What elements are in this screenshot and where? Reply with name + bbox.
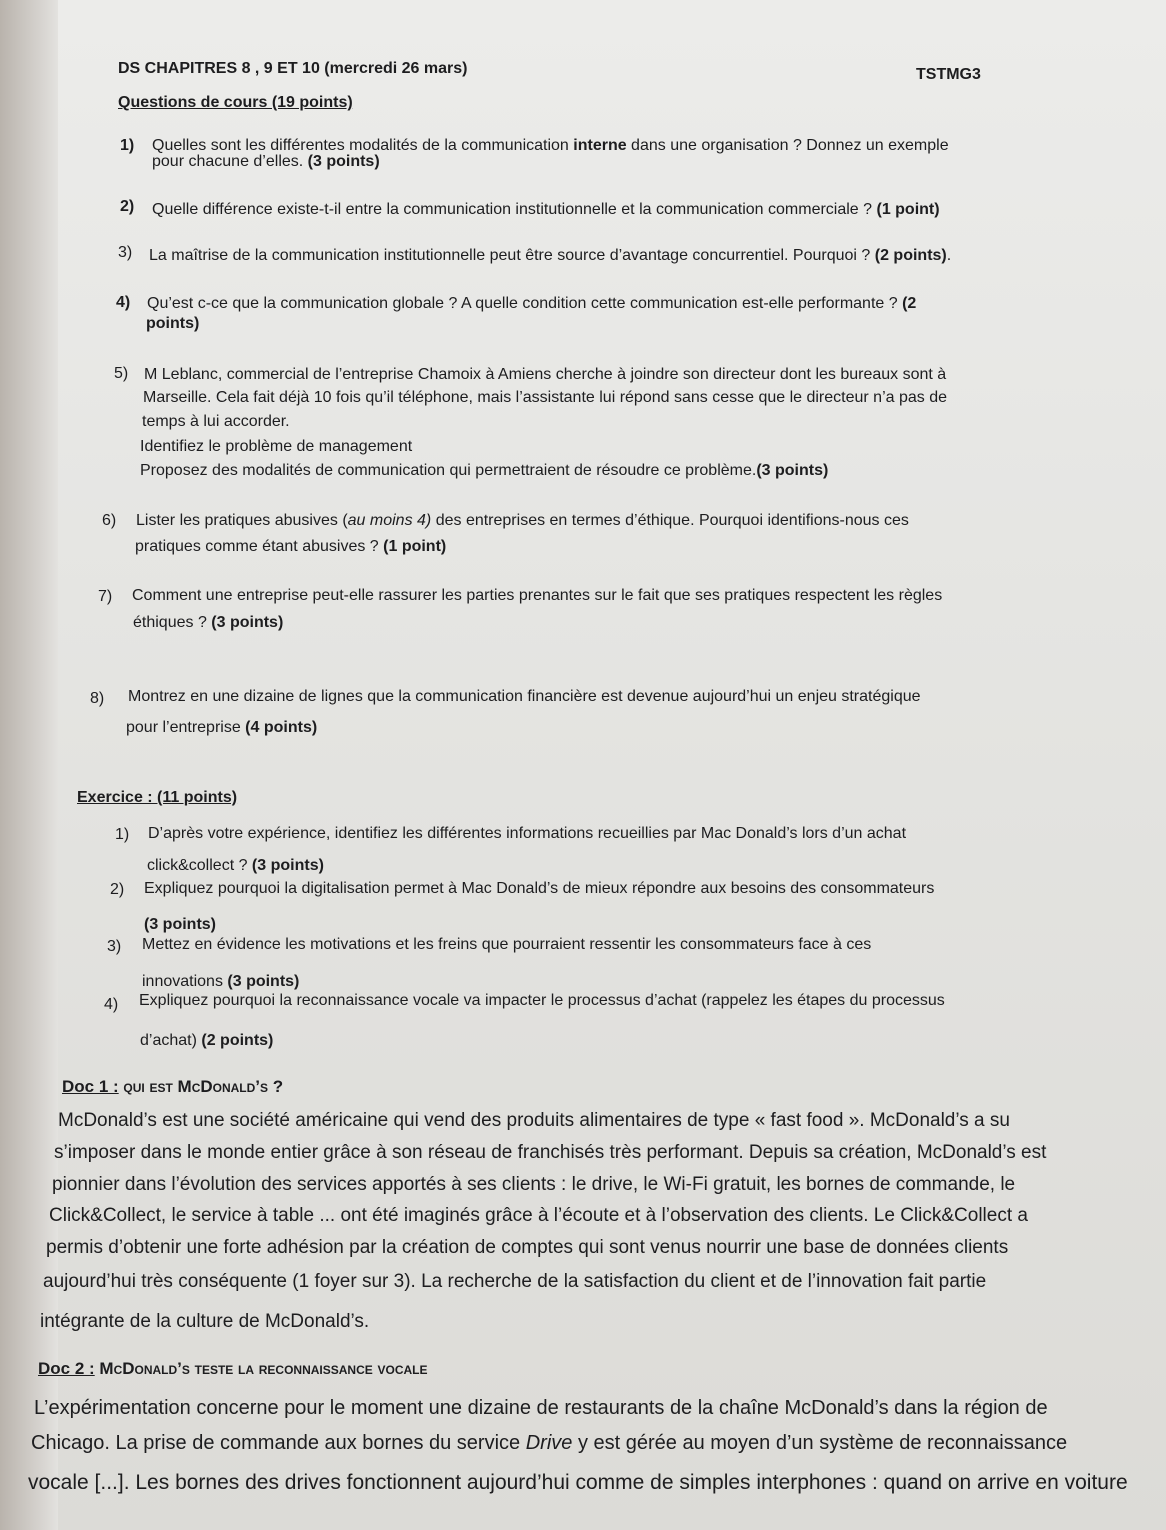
doc1-line3: pionnier dans l’évolution des services apportés à ses clients : le drive, le Wi-Fi gratuit, les bornes de commande, le xyxy=(52,1174,1016,1195)
q7-number: 7) xyxy=(98,588,113,605)
q2-text: Quelle différence existe-t-il entre la communication institutionnelle et la communication commerciale ? (1 point) xyxy=(152,201,940,218)
q5-line2: Marseille. Cela fait déjà 10 fois qu’il téléphone, mais l’assistante lui répond sans cesse que le directeur n’a pas de xyxy=(143,389,948,406)
q3-number: 3) xyxy=(118,244,133,261)
doc1-line5: permis d’obtenir une forte adhésion par la création de comptes qui sont venus nourrir une base de données clients xyxy=(46,1237,1009,1258)
doc1-line1: McDonald’s est une société américaine qui vend des produits alimentaires de type « fast food ». McDonald’s a su xyxy=(58,1110,1010,1131)
q7-line1: Comment une entreprise peut-elle rassurer les parties prenantes sur le fait que ses pratiques respectent les règles xyxy=(132,587,943,604)
doc1-heading: Doc 1 : qui est McDonald’s ? xyxy=(62,1077,284,1096)
page-edge-shadow xyxy=(0,0,58,1530)
q4-line2: points) xyxy=(146,315,200,332)
e3-line1: Mettez en évidence les motivations et les freins que pourraient ressentir les consommateurs face à ces xyxy=(142,936,872,953)
q5-line4: Identifiez le problème de management xyxy=(140,438,413,455)
e1-line2: click&collect ? (3 points) xyxy=(147,857,324,874)
doc1-line4: Click&Collect, le service à table ... ont été imaginés grâce à l’écoute et à l’observation des clients. Le Click&Collect a xyxy=(49,1205,1028,1226)
q4-line1: Qu’est c-ce que la communication globale ? A quelle condition cette communication est-elle performante ? (2 xyxy=(147,295,917,312)
doc2-line1: L’expérimentation concerne pour le moment une dizaine de restaurants de la chaîne McDonald’s dans la région de xyxy=(34,1397,1048,1419)
e3-number: 3) xyxy=(107,938,122,955)
e1-line1: D’après votre expérience, identifiez les différentes informations recueillies par Mac Donald’s lors d’un achat xyxy=(148,825,907,842)
q5-line3: temps à lui accorder. xyxy=(142,413,290,430)
doc2-line2: Chicago. La prise de commande aux bornes du service Drive y est gérée au moyen d’un système de reconnaissance xyxy=(31,1432,1068,1454)
doc1-line7: intégrante de la culture de McDonald’s. xyxy=(40,1311,370,1332)
doc1-line6: aujourd’hui très conséquente (1 foyer sur 3). La recherche de la satisfaction du client et de l’innovation fait partie xyxy=(43,1271,987,1292)
q8-number: 8) xyxy=(90,690,105,707)
q1-line2: pour chacune d’elles. (3 points) xyxy=(152,153,380,170)
doc1-line2: s’imposer dans le monde entier grâce à son réseau de franchisés très performant. Depuis sa création, McDonald’s est xyxy=(54,1142,1047,1163)
q5-line1: M Leblanc, commercial de l’entreprise Chamoix à Amiens cherche à joindre son directeur dont les bureaux sont à xyxy=(144,366,947,383)
q1-number: 1) xyxy=(120,137,135,154)
doc2-heading: Doc 2 : McDonald’s teste la reconnaissance vocale xyxy=(38,1359,428,1378)
q7-line2: éthiques ? (3 points) xyxy=(133,614,284,631)
q5-line5: Proposez des modalités de communication qui permettraient de résoudre ce problème.(3 points) xyxy=(140,462,829,479)
exam-title: DS CHAPITRES 8 , 9 ET 10 (mercredi 26 mars) xyxy=(118,60,468,77)
doc2-line3: vocale [...]. Les bornes des drives fonctionnent aujourd’hui comme de simples interphones : quand on arrive en voiture xyxy=(28,1471,1128,1494)
q2-number: 2) xyxy=(120,198,135,215)
q8-line1: Montrez en une dizaine de lignes que la communication financière est devenue aujourd’hui un enjeu stratégique xyxy=(128,688,921,705)
e2-number: 2) xyxy=(110,881,125,898)
q3-text: La maîtrise de la communication institutionnelle peut être source d’avantage concurrentiel. Pourquoi ? (2 points). xyxy=(149,247,952,264)
q5-number: 5) xyxy=(114,365,129,382)
e3-line2: innovations (3 points) xyxy=(142,973,300,990)
q1-line1: Quelles sont les différentes modalités de la communication interne dans une organisation ? Donnez un exemple xyxy=(152,137,949,154)
q8-line2: pour l’entreprise (4 points) xyxy=(126,719,318,736)
e4-line1: Expliquez pourquoi la reconnaissance vocale va impacter le processus d’achat (rappelez les étapes du processus xyxy=(139,992,945,1009)
section-heading-cours: Questions de cours (19 points) xyxy=(118,94,353,111)
exam-sheet xyxy=(28,0,1166,1530)
e1-number: 1) xyxy=(115,826,130,843)
e4-number: 4) xyxy=(104,996,119,1013)
e4-line2: d’achat) (2 points) xyxy=(140,1032,274,1049)
e2-points: (3 points) xyxy=(144,916,216,933)
q6-line1: Lister les pratiques abusives (au moins 4) des entreprises en termes d’éthique. Pourquoi identifions-nous ces xyxy=(136,512,909,529)
q6-number: 6) xyxy=(102,512,117,529)
section-heading-exercice: Exercice : (11 points) xyxy=(77,789,238,806)
q4-number: 4) xyxy=(116,294,131,311)
e2-line1: Expliquez pourquoi la digitalisation permet à Mac Donald’s de mieux répondre aux besoins des consommateurs xyxy=(144,880,935,897)
q6-line2: pratiques comme étant abusives ? (1 point) xyxy=(135,538,447,555)
class-code: TSTMG3 xyxy=(916,66,981,83)
